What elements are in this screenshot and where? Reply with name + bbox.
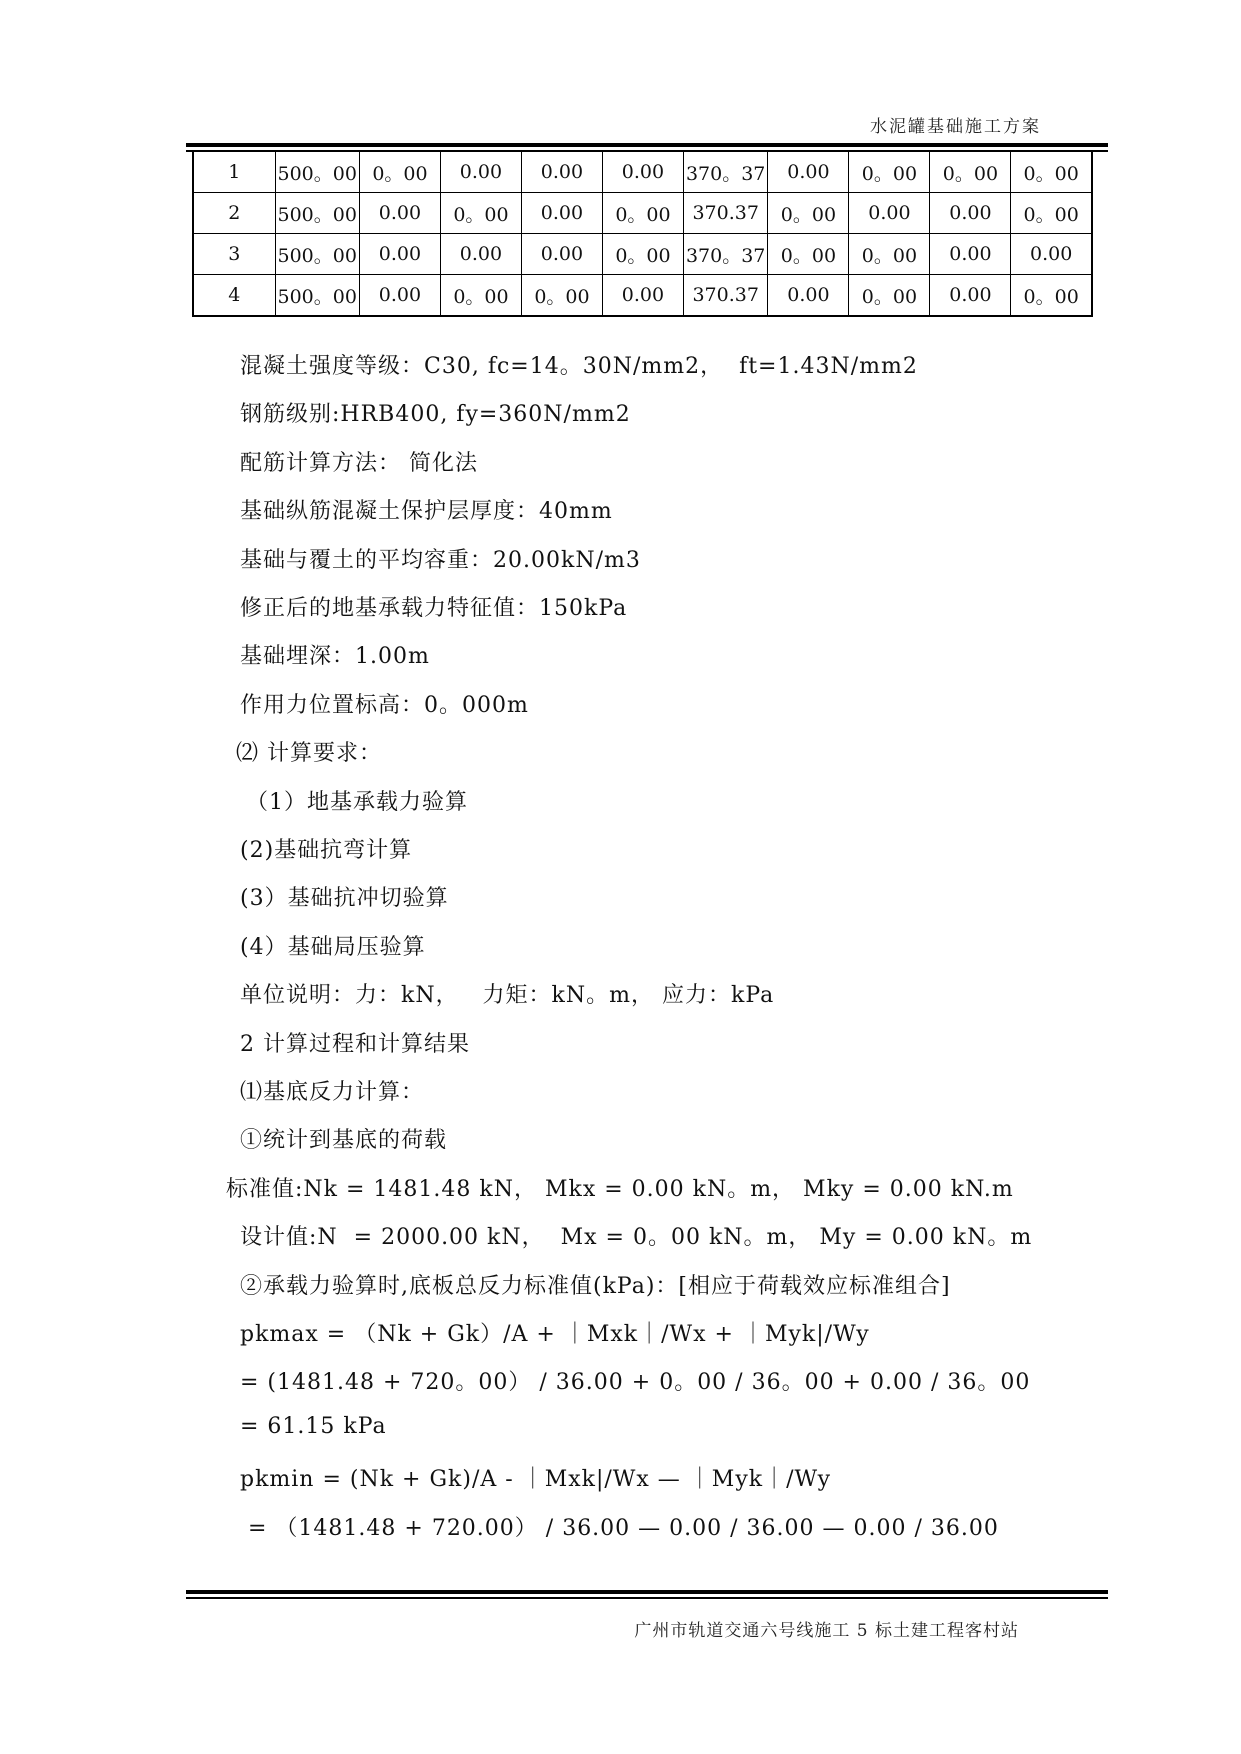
text-line: （1）地基承载力验算 — [246, 789, 468, 815]
table-cell: 370.37 — [683, 275, 767, 317]
text-line: ②承载力验算时,底板总反力标准值(kPa)：[相应于荷载效应标准组合] — [240, 1273, 951, 1299]
footer-rule-thick — [186, 1590, 1108, 1594]
table-cell: 0.00 — [930, 275, 1011, 317]
table-cell: 0.00 — [359, 275, 440, 317]
text-line: ①统计到基底的荷载 — [240, 1128, 448, 1154]
table-cell: 0。00 — [359, 152, 440, 193]
table-cell-index: 4 — [193, 275, 275, 317]
table-cell: 0.00 — [359, 193, 440, 234]
table-cell: 0.00 — [768, 275, 849, 317]
text-line: 混凝土强度等级：C30, fc=14。30N/mm2， ft=1.43N/mm2 — [240, 354, 918, 379]
text-line: pkmin = (Nk + Gk)/A - ｜Mxk|/Wx — ｜Myk｜/Wy — [240, 1467, 832, 1493]
footer-text: 广州市轨道交通六号线施工 5 标土建工程客村站 — [634, 1621, 1019, 1641]
table-cell: 370。37 — [683, 152, 767, 193]
text-line: 钢筋级别:HRB400, fy=360N/mm2 — [240, 402, 631, 428]
text-line: pkmax = （Nk + Gk）/A + ｜Mxk｜/Wx + ｜Myk|/Wy — [240, 1322, 870, 1347]
table-cell: 500。00 — [275, 152, 359, 193]
header-title: 水泥罐基础施工方案 — [870, 117, 1041, 137]
text-line: ⑵ 计算要求： — [236, 741, 382, 767]
text-line: = (1481.48 + 720。00） / 36.00 + 0。00 / 36。00 + 0.00 / 36。00 — [240, 1370, 1031, 1396]
table-cell: 0.00 — [359, 234, 440, 275]
table-cell: 0。00 — [602, 193, 683, 234]
table-cell: 0。00 — [1011, 275, 1092, 317]
text-line: 配筋计算方法： 简化法 — [240, 450, 478, 476]
text-line: 标准值:Nk = 1481.48 kN， Mkx = 0.00 kN。m， Mky = 0.00 kN.m — [226, 1176, 1014, 1202]
text-line: 修正后的地基承载力特征值：150kPa — [240, 596, 628, 621]
text-line: 基础与覆土的平均容重：20.00kN/m3 — [240, 547, 641, 573]
table-row — [193, 275, 1092, 317]
text-line: = 61.15 kPa — [240, 1413, 387, 1439]
table-cell: 0。00 — [1011, 193, 1092, 234]
table-cell: 0。00 — [602, 234, 683, 275]
table-cell: 0.00 — [521, 234, 602, 275]
table-cell: 0。00 — [768, 193, 849, 234]
table-cell: 0。00 — [768, 234, 849, 275]
table-cell-index: 1 — [193, 152, 275, 193]
table-row — [193, 193, 1092, 234]
table-cell: 0。00 — [849, 234, 930, 275]
table-cell: 0.00 — [521, 193, 602, 234]
table-cell: 0.00 — [930, 193, 1011, 234]
table-cell: 0.00 — [602, 152, 683, 193]
table-cell: 500。00 — [275, 193, 359, 234]
table-cell: 0.00 — [521, 152, 602, 193]
text-line: ⑴基底反力计算： — [240, 1080, 425, 1105]
table-cell: 0。00 — [440, 193, 521, 234]
table-cell: 0.00 — [1011, 234, 1092, 275]
text-line: 基础埋深：1.00m — [240, 644, 430, 670]
text-line: (2)基础抗弯计算 — [240, 838, 413, 863]
table-cell: 0.00 — [768, 152, 849, 193]
text-line: 作用力位置标高：0。000m — [240, 692, 529, 718]
table-cell: 500。00 — [275, 275, 359, 317]
text-line: 2 计算过程和计算结果 — [240, 1031, 470, 1057]
header-rule-thick — [186, 143, 1108, 147]
text-line: = （1481.48 + 720.00） / 36.00 — 0.00 / 36.00 — 0.00 / 36.00 — [240, 1515, 999, 1541]
table-cell: 0。00 — [1011, 152, 1092, 193]
text-line: 设计值:N = 2000.00 kN， Mx = 0。00 kN。m， My = 0.00 kN。m — [240, 1225, 1033, 1251]
table-cell: 0.00 — [440, 152, 521, 193]
table-cell: 0.00 — [602, 275, 683, 317]
table-cell: 0.00 — [440, 234, 521, 275]
table-cell: 370。37 — [683, 234, 767, 275]
load-table — [192, 151, 1093, 317]
table-cell: 500。00 — [275, 234, 359, 275]
text-line: 基础纵筋混凝土保护层厚度：40mm — [240, 499, 613, 525]
table-row — [193, 234, 1092, 275]
text-line: (4）基础局压验算 — [240, 934, 426, 960]
table-cell: 0。00 — [930, 152, 1011, 193]
table-cell-index: 2 — [193, 193, 275, 234]
table-cell: 0。00 — [849, 152, 930, 193]
footer-rule-thin — [186, 1597, 1108, 1599]
table-cell: 370.37 — [683, 193, 767, 234]
table-cell: 0.00 — [930, 234, 1011, 275]
table-row — [193, 152, 1092, 193]
table-cell: 0.00 — [849, 193, 930, 234]
table-cell-index: 3 — [193, 234, 275, 275]
table-cell: 0。00 — [849, 275, 930, 317]
table-cell: 0。00 — [440, 275, 521, 317]
table-cell: 0。00 — [521, 275, 602, 317]
text-line: 单位说明：力：kN， 力矩：kN。m， 应力：kPa — [240, 983, 775, 1009]
text-line: (3）基础抗冲切验算 — [240, 886, 449, 912]
